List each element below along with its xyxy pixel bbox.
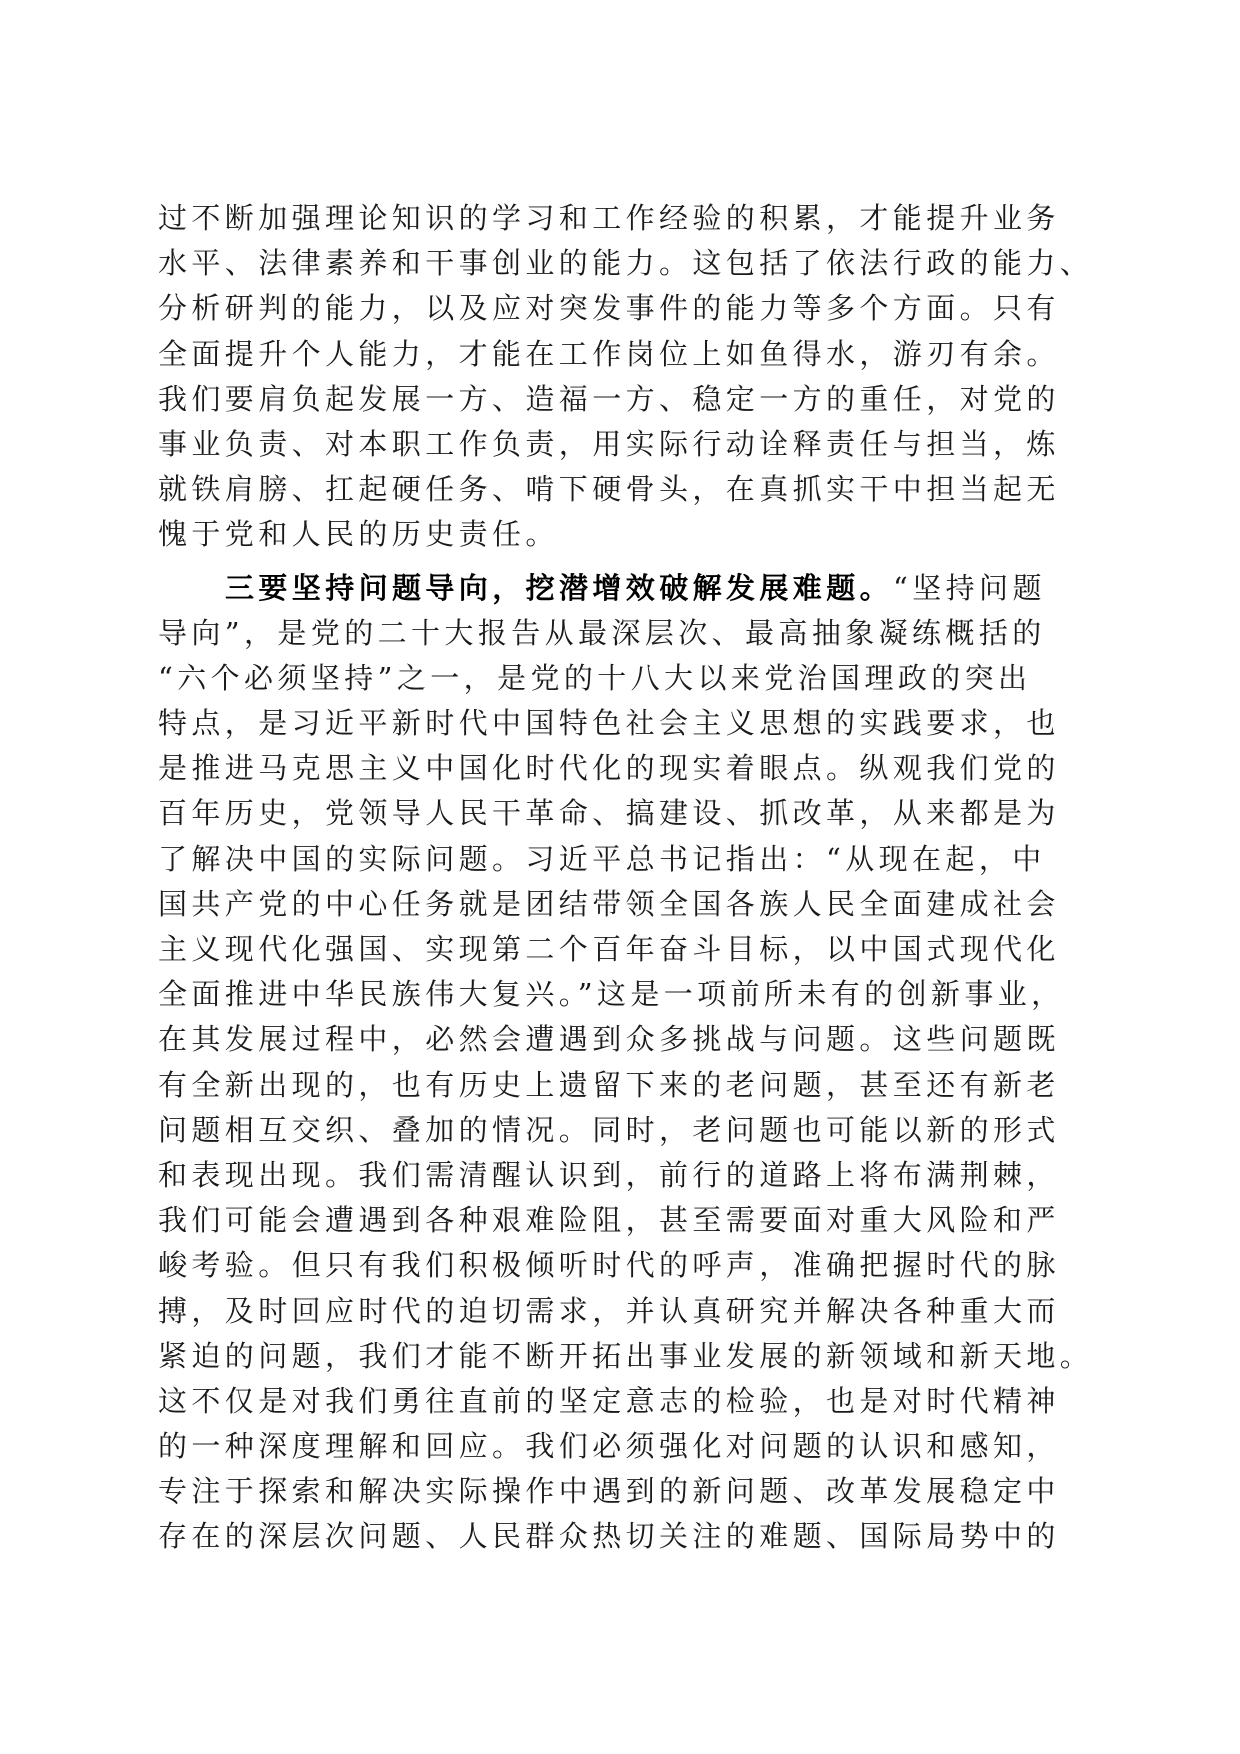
paragraph-2-first-line [158,566,1080,611]
paragraph-gap [158,558,1080,566]
text-line: 有全新出现的，也有历史上遗留下来的老问题，甚至还有新老 [158,1067,1060,1102]
text-line: 事业负责、对本职工作负责，用实际行动诠释责任与担当，炼 [158,426,1060,461]
body-text [158,196,1094,1560]
text-line: 我们要肩负起发展一方、造福一方、稳定一方的重任，对党的 [158,381,1060,416]
text-line: 存在的深层次问题、人民群众热切关注的难题、国际局势中的 [158,1519,1060,1554]
text-line: 和表现出现。我们需清醒认识到，前行的道路上将布满荆棘， [158,1157,1060,1192]
paragraph-2 [158,566,1094,1560]
text-line: 这不仅是对我们勇往直前的坚定意志的检验，也是对时代精神 [158,1383,1060,1418]
text-line: “六个必须坚持”之一，是党的十八大以来党治国理政的突出 [158,660,1032,695]
text-line: 过不断加强理论知识的学习和工作经验的积累，才能提升业务 [158,201,1060,235]
text-line: 峻考验。但只有我们积极倾听时代的呼声，准确把握时代的脉 [158,1248,1060,1283]
text-line: 愧于党和人民的历史责任。 [158,517,559,552]
text-line: 全面提升个人能力，才能在工作岗位上如鱼得水，游刃有余。 [158,336,1060,371]
text-line: 百年历史，党领导人民干革命、搞建设、抓改革，从来都是为 [158,796,1060,831]
text-line: 分析研判的能力，以及应对突发事件的能力等多个方面。只有 [158,291,1060,326]
text-line: 紧迫的问题，我们才能不断开拓出事业发展的新领域和新天地。 [158,1338,1094,1373]
text-line: 导向”，是党的二十大报告从最深层次、最高抽象凝练概括的 [158,615,1046,650]
text-line: 专注于探索和解决实际操作中遇到的新问题、改革发展稳定中 [158,1474,1060,1509]
text-span: “坚持问题 [893,570,1046,605]
section-heading: 三要坚持问题导向，挖潜增效破解发展难题。 [225,570,894,605]
text-line: 主义现代化强国、实现第二个百年奋斗目标，以中国式现代化 [158,932,1060,966]
text-line: 特点，是习近平新时代中国特色社会主义思想的实践要求，也 [158,706,1060,741]
text-line: 全面推进中华民族伟大复兴。”这是一项前所未有的创新事业， [158,977,1065,1012]
text-line: 在其发展过程中，必然会遭遇到众多挑战与问题。这些问题既 [158,1022,1060,1057]
paragraph-1 [158,196,1094,558]
text-line: 了解决中国的实际问题。习近平总书记指出：“从现在起，中 [158,841,1046,876]
text-line: 是推进马克思主义中国化时代化的现实着眼点。纵观我们党的 [158,751,1060,786]
text-line: 水平、法律素养和干事创业的能力。这包括了依法行政的能力、 [158,246,1094,281]
text-line: 就铁肩膀、扛起硬任务、啃下硬骨头，在真抓实干中担当起无 [158,472,1060,507]
text-line: 我们可能会遭遇到各种艰难险阻，甚至需要面对重大风险和严 [158,1203,1060,1238]
text-line: 问题相互交织、叠加的情况。同时，老问题也可能以新的形式 [158,1112,1060,1147]
text-line: 搏，及时回应时代的迫切需求，并认真研究并解决各种重大而 [158,1293,1060,1328]
text-line: 的一种深度理解和回应。我们必须强化对问题的认识和感知， [158,1429,1060,1464]
text-line: 国共产党的中心任务就是团结带领全国各族人民全面建成社会 [158,886,1060,921]
